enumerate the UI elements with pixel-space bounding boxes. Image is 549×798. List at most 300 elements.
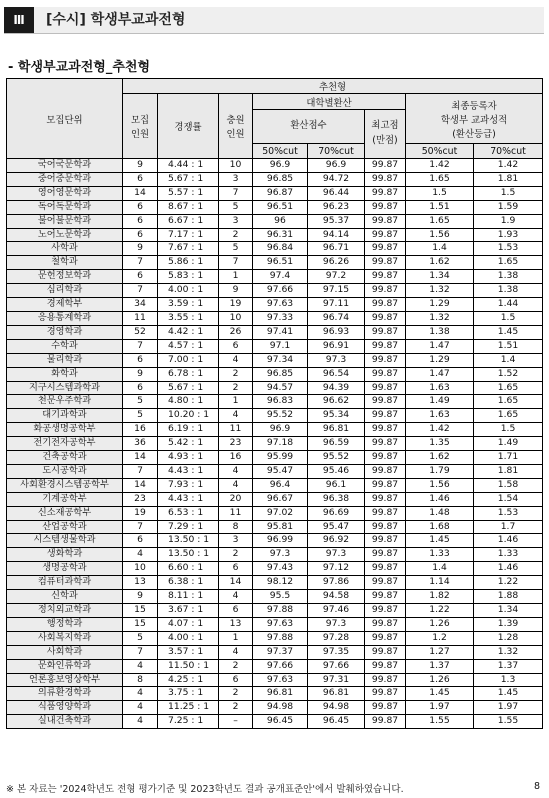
- table-row: [7, 478, 543, 492]
- grade-50cut: 1.56: [406, 228, 474, 242]
- score-70cut: 96.92: [308, 534, 365, 548]
- dept-name: 사회환경시스템공학부: [7, 478, 123, 492]
- header-college-conversion: 대학별환산: [253, 94, 406, 110]
- competition-rate: 4.43 : 1: [158, 492, 219, 506]
- table-row: [7, 381, 543, 395]
- max-score: 99.87: [365, 353, 406, 367]
- grade-50cut: 1.65: [406, 172, 474, 186]
- header-admission-type: 추천형: [123, 79, 543, 94]
- quota: 6: [123, 172, 158, 186]
- max-score: 99.87: [365, 159, 406, 173]
- table-row: [7, 270, 543, 284]
- table-row: [7, 576, 543, 590]
- extra-admits: 23: [219, 437, 253, 451]
- max-score: 99.87: [365, 478, 406, 492]
- table-row: [7, 200, 543, 214]
- table-row: [7, 562, 543, 576]
- table-row: [7, 214, 543, 228]
- dept-name: 심리학과: [7, 284, 123, 298]
- grade-70cut: 1.5: [474, 311, 543, 325]
- dept-name: 수학과: [7, 339, 123, 353]
- extra-admits: 9: [219, 284, 253, 298]
- max-score: 99.87: [365, 687, 406, 701]
- competition-rate: 7.00 : 1: [158, 353, 219, 367]
- header-final-grade: 최종등록자 학생부 교과성적 (환산등급): [406, 94, 543, 144]
- quota: 36: [123, 437, 158, 451]
- competition-rate: 5.86 : 1: [158, 256, 219, 270]
- max-score: 99.87: [365, 715, 406, 729]
- grade-50cut: 1.38: [406, 325, 474, 339]
- dept-name: 중어중문학과: [7, 172, 123, 186]
- score-70cut: 96.44: [308, 186, 365, 200]
- score-50cut: 97.66: [253, 659, 308, 673]
- quota: 5: [123, 395, 158, 409]
- dept-name: 신소재공학부: [7, 506, 123, 520]
- extra-admits: 1: [219, 631, 253, 645]
- score-70cut: 96.38: [308, 492, 365, 506]
- max-score: 99.87: [365, 228, 406, 242]
- score-50cut: 96: [253, 214, 308, 228]
- quota: 52: [123, 325, 158, 339]
- header-quota: 모집 인원: [123, 94, 158, 159]
- extra-admits: 11: [219, 506, 253, 520]
- dept-name: 응용통계학과: [7, 311, 123, 325]
- extra-admits: 4: [219, 464, 253, 478]
- competition-rate: 7.93 : 1: [158, 478, 219, 492]
- competition-rate: 4.80 : 1: [158, 395, 219, 409]
- table-row: [7, 311, 543, 325]
- score-50cut: 97.37: [253, 645, 308, 659]
- extra-admits: 2: [219, 381, 253, 395]
- dept-name: 신학과: [7, 590, 123, 604]
- extra-admits: –: [219, 715, 253, 729]
- grade-70cut: 1.97: [474, 701, 543, 715]
- grade-50cut: 1.4: [406, 242, 474, 256]
- grade-70cut: 1.37: [474, 659, 543, 673]
- quota: 7: [123, 256, 158, 270]
- dept-name: 언론홍보영상학부: [7, 673, 123, 687]
- grade-50cut: 1.26: [406, 673, 474, 687]
- extra-admits: 3: [219, 172, 253, 186]
- table-row: [7, 325, 543, 339]
- table-row: [7, 339, 543, 353]
- grade-70cut: 1.38: [474, 270, 543, 284]
- score-70cut: 97.46: [308, 604, 365, 618]
- score-70cut: 94.39: [308, 381, 365, 395]
- max-score: 99.87: [365, 423, 406, 437]
- grade-70cut: 1.5: [474, 423, 543, 437]
- competition-rate: 3.59 : 1: [158, 298, 219, 312]
- score-50cut: 95.81: [253, 520, 308, 534]
- score-70cut: 96.81: [308, 423, 365, 437]
- quota: 5: [123, 631, 158, 645]
- quota: 14: [123, 478, 158, 492]
- score-50cut: 95.47: [253, 464, 308, 478]
- max-score: 99.87: [365, 409, 406, 423]
- max-score: 99.87: [365, 270, 406, 284]
- competition-rate: 5.57 : 1: [158, 186, 219, 200]
- dept-name: 행정학과: [7, 617, 123, 631]
- quota: 6: [123, 381, 158, 395]
- dept-name: 철학과: [7, 256, 123, 270]
- grade-50cut: 1.65: [406, 214, 474, 228]
- score-70cut: 96.45: [308, 715, 365, 729]
- grade-70cut: 1.53: [474, 242, 543, 256]
- max-score: 99.87: [365, 506, 406, 520]
- score-70cut: 97.15: [308, 284, 365, 298]
- score-70cut: 97.28: [308, 631, 365, 645]
- quota: 13: [123, 576, 158, 590]
- competition-rate: 6.19 : 1: [158, 423, 219, 437]
- max-score: 99.87: [365, 311, 406, 325]
- competition-rate: 3.75 : 1: [158, 687, 219, 701]
- dept-name: 물리학과: [7, 353, 123, 367]
- score-70cut: 96.91: [308, 339, 365, 353]
- extra-admits: 8: [219, 520, 253, 534]
- table-row: [7, 548, 543, 562]
- score-70cut: 96.23: [308, 200, 365, 214]
- table-row: [7, 256, 543, 270]
- competition-rate: 6.67 : 1: [158, 214, 219, 228]
- competition-rate: 8.67 : 1: [158, 200, 219, 214]
- grade-70cut: 1.58: [474, 478, 543, 492]
- score-50cut: 96.84: [253, 242, 308, 256]
- score-50cut: 97.41: [253, 325, 308, 339]
- score-70cut: 97.3: [308, 353, 365, 367]
- quota: 11: [123, 311, 158, 325]
- score-70cut: 96.54: [308, 367, 365, 381]
- max-score: 99.87: [365, 576, 406, 590]
- max-score: 99.87: [365, 451, 406, 465]
- score-50cut: 96.87: [253, 186, 308, 200]
- score-50cut: 94.98: [253, 701, 308, 715]
- table-row: [7, 687, 543, 701]
- quota: 15: [123, 617, 158, 631]
- quota: 7: [123, 520, 158, 534]
- grade-50cut: 1.32: [406, 311, 474, 325]
- grade-50cut: 1.33: [406, 548, 474, 562]
- quota: 4: [123, 701, 158, 715]
- grade-70cut: 1.49: [474, 437, 543, 451]
- grade-70cut: 1.88: [474, 590, 543, 604]
- extra-admits: 11: [219, 423, 253, 437]
- score-50cut: 96.31: [253, 228, 308, 242]
- quota: 9: [123, 159, 158, 173]
- score-70cut: 97.35: [308, 645, 365, 659]
- score-50cut: 97.3: [253, 548, 308, 562]
- score-70cut: 96.26: [308, 256, 365, 270]
- grade-50cut: 1.29: [406, 353, 474, 367]
- extra-admits: 5: [219, 200, 253, 214]
- grade-70cut: 1.38: [474, 284, 543, 298]
- grade-70cut: 1.9: [474, 214, 543, 228]
- grade-50cut: 1.35: [406, 437, 474, 451]
- grade-70cut: 1.81: [474, 464, 543, 478]
- header-grade-70cut: 70%cut: [474, 144, 543, 159]
- score-70cut: 95.46: [308, 464, 365, 478]
- dept-name: 영어영문학과: [7, 186, 123, 200]
- page-number: 8: [534, 781, 541, 792]
- score-50cut: 97.63: [253, 617, 308, 631]
- table-row: [7, 242, 543, 256]
- grade-50cut: 1.56: [406, 478, 474, 492]
- max-score: 99.87: [365, 464, 406, 478]
- competition-rate: 7.17 : 1: [158, 228, 219, 242]
- grade-70cut: 1.45: [474, 325, 543, 339]
- score-50cut: 96.51: [253, 200, 308, 214]
- grade-50cut: 1.82: [406, 590, 474, 604]
- grade-50cut: 1.22: [406, 604, 474, 618]
- competition-rate: 3.67 : 1: [158, 604, 219, 618]
- score-50cut: 97.63: [253, 673, 308, 687]
- quota: 4: [123, 687, 158, 701]
- grade-70cut: 1.46: [474, 534, 543, 548]
- grade-50cut: 1.29: [406, 298, 474, 312]
- quota: 6: [123, 228, 158, 242]
- score-70cut: 96.69: [308, 506, 365, 520]
- score-70cut: 97.11: [308, 298, 365, 312]
- grade-50cut: 1.37: [406, 659, 474, 673]
- score-70cut: 95.47: [308, 520, 365, 534]
- quota: 23: [123, 492, 158, 506]
- competition-rate: 6.60 : 1: [158, 562, 219, 576]
- score-50cut: 95.52: [253, 409, 308, 423]
- grade-50cut: 1.46: [406, 492, 474, 506]
- table-row: [7, 715, 543, 729]
- max-score: 99.87: [365, 172, 406, 186]
- grade-70cut: 1.42: [474, 159, 543, 173]
- grade-70cut: 1.7: [474, 520, 543, 534]
- score-50cut: 96.85: [253, 367, 308, 381]
- quota: 7: [123, 339, 158, 353]
- score-70cut: 96.81: [308, 687, 365, 701]
- quota: 7: [123, 645, 158, 659]
- grade-70cut: 1.39: [474, 617, 543, 631]
- score-70cut: 97.12: [308, 562, 365, 576]
- dept-name: 사회학과: [7, 645, 123, 659]
- grade-70cut: 1.71: [474, 451, 543, 465]
- grade-50cut: 1.51: [406, 200, 474, 214]
- grade-50cut: 1.42: [406, 423, 474, 437]
- extra-admits: 1: [219, 270, 253, 284]
- quota: 10: [123, 562, 158, 576]
- max-score: 99.87: [365, 437, 406, 451]
- header-extra: 충원 인원: [219, 94, 253, 159]
- score-70cut: 95.37: [308, 214, 365, 228]
- section-title: [수시] 학생부교과전형: [46, 12, 186, 28]
- dept-name: 화공생명공학부: [7, 423, 123, 437]
- score-50cut: 94.57: [253, 381, 308, 395]
- dept-name: 화학과: [7, 367, 123, 381]
- extra-admits: 5: [219, 242, 253, 256]
- grade-50cut: 1.27: [406, 645, 474, 659]
- score-70cut: 96.1: [308, 478, 365, 492]
- extra-admits: 6: [219, 604, 253, 618]
- score-70cut: 94.98: [308, 701, 365, 715]
- quota: 4: [123, 715, 158, 729]
- table-row: [7, 172, 543, 186]
- grade-50cut: 1.5: [406, 186, 474, 200]
- grade-50cut: 1.14: [406, 576, 474, 590]
- table-row: [7, 659, 543, 673]
- grade-70cut: 1.45: [474, 687, 543, 701]
- competition-rate: 7.25 : 1: [158, 715, 219, 729]
- grade-70cut: 1.51: [474, 339, 543, 353]
- dept-name: 사학과: [7, 242, 123, 256]
- dept-name: 대기과학과: [7, 409, 123, 423]
- competition-rate: 3.57 : 1: [158, 645, 219, 659]
- competition-rate: 4.07 : 1: [158, 617, 219, 631]
- grade-50cut: 1.47: [406, 367, 474, 381]
- score-50cut: 96.4: [253, 478, 308, 492]
- dept-name: 불어불문학과: [7, 214, 123, 228]
- score-70cut: 97.31: [308, 673, 365, 687]
- quota: 34: [123, 298, 158, 312]
- grade-70cut: 1.46: [474, 562, 543, 576]
- quota: 14: [123, 451, 158, 465]
- competition-rate: 13.50 : 1: [158, 548, 219, 562]
- max-score: 99.87: [365, 256, 406, 270]
- header-score-70cut: 70%cut: [308, 144, 365, 159]
- grade-70cut: 1.5: [474, 186, 543, 200]
- max-score: 99.87: [365, 381, 406, 395]
- grade-70cut: 1.55: [474, 715, 543, 729]
- dept-name: 컴퓨터과학과: [7, 576, 123, 590]
- extra-admits: 14: [219, 576, 253, 590]
- score-50cut: 97.33: [253, 311, 308, 325]
- max-score: 99.87: [365, 242, 406, 256]
- competition-rate: 4.00 : 1: [158, 631, 219, 645]
- dept-name: 문화인류학과: [7, 659, 123, 673]
- grade-50cut: 1.47: [406, 339, 474, 353]
- extra-admits: 1: [219, 395, 253, 409]
- competition-rate: 7.67 : 1: [158, 242, 219, 256]
- extra-admits: 13: [219, 617, 253, 631]
- competition-rate: 5.67 : 1: [158, 172, 219, 186]
- header-rate: 경쟁률: [158, 94, 219, 159]
- competition-rate: 4.42 : 1: [158, 325, 219, 339]
- score-50cut: 96.83: [253, 395, 308, 409]
- table-row: [7, 617, 543, 631]
- grade-50cut: 1.62: [406, 451, 474, 465]
- score-50cut: 98.12: [253, 576, 308, 590]
- table-row: [7, 590, 543, 604]
- quota: 9: [123, 590, 158, 604]
- table-row: [7, 645, 543, 659]
- page-subtitle: - 학생부교과전형_추천형: [8, 60, 151, 75]
- max-score: 99.87: [365, 534, 406, 548]
- max-score: 99.87: [365, 395, 406, 409]
- grade-50cut: 1.79: [406, 464, 474, 478]
- score-50cut: 97.63: [253, 298, 308, 312]
- max-score: 99.87: [365, 701, 406, 715]
- table-row: [7, 437, 543, 451]
- score-50cut: 97.66: [253, 284, 308, 298]
- grade-70cut: 1.22: [474, 576, 543, 590]
- score-50cut: 97.1: [253, 339, 308, 353]
- grade-70cut: 1.65: [474, 409, 543, 423]
- max-score: 99.87: [365, 617, 406, 631]
- grade-70cut: 1.32: [474, 645, 543, 659]
- grade-50cut: 1.63: [406, 409, 474, 423]
- max-score: 99.87: [365, 492, 406, 506]
- quota: 6: [123, 214, 158, 228]
- extra-admits: 20: [219, 492, 253, 506]
- score-50cut: 96.9: [253, 423, 308, 437]
- grade-50cut: 1.45: [406, 534, 474, 548]
- grade-70cut: 1.59: [474, 200, 543, 214]
- dept-name: 사회복지학과: [7, 631, 123, 645]
- score-50cut: 97.18: [253, 437, 308, 451]
- extra-admits: 4: [219, 478, 253, 492]
- dept-name: 국어국문학과: [7, 159, 123, 173]
- table-row: [7, 492, 543, 506]
- table-row: [7, 367, 543, 381]
- header-converted-score: 환산점수: [253, 110, 365, 144]
- score-50cut: 96.99: [253, 534, 308, 548]
- max-score: 99.87: [365, 214, 406, 228]
- max-score: 99.87: [365, 590, 406, 604]
- score-70cut: 96.71: [308, 242, 365, 256]
- grade-70cut: 1.54: [474, 492, 543, 506]
- competition-rate: 6.53 : 1: [158, 506, 219, 520]
- table-row: [7, 159, 543, 173]
- score-50cut: 96.9: [253, 159, 308, 173]
- competition-rate: 6.78 : 1: [158, 367, 219, 381]
- grade-50cut: 1.97: [406, 701, 474, 715]
- quota: 6: [123, 270, 158, 284]
- grade-50cut: 1.62: [406, 256, 474, 270]
- score-70cut: 94.14: [308, 228, 365, 242]
- competition-rate: 3.55 : 1: [158, 311, 219, 325]
- competition-rate: 4.25 : 1: [158, 673, 219, 687]
- table-row: [7, 673, 543, 687]
- extra-admits: 2: [219, 659, 253, 673]
- extra-admits: 7: [219, 256, 253, 270]
- extra-admits: 2: [219, 687, 253, 701]
- header-grade-50cut: 50%cut: [406, 144, 474, 159]
- max-score: 99.87: [365, 186, 406, 200]
- dept-name: 실내건축학과: [7, 715, 123, 729]
- max-score: 99.87: [365, 659, 406, 673]
- quota: 7: [123, 284, 158, 298]
- grade-70cut: 1.34: [474, 604, 543, 618]
- grade-70cut: 1.81: [474, 172, 543, 186]
- table-row: [7, 228, 543, 242]
- dept-name: 시스템생물학과: [7, 534, 123, 548]
- extra-admits: 10: [219, 159, 253, 173]
- competition-rate: 11.50 : 1: [158, 659, 219, 673]
- competition-rate: 4.44 : 1: [158, 159, 219, 173]
- max-score: 99.87: [365, 339, 406, 353]
- grade-70cut: 1.3: [474, 673, 543, 687]
- grade-50cut: 1.48: [406, 506, 474, 520]
- score-70cut: 97.86: [308, 576, 365, 590]
- table-row: [7, 464, 543, 478]
- table-row: [7, 284, 543, 298]
- table-row: [7, 506, 543, 520]
- competition-rate: 11.25 : 1: [158, 701, 219, 715]
- extra-admits: 3: [219, 214, 253, 228]
- extra-admits: 7: [219, 186, 253, 200]
- header-unit: 모집단위: [7, 79, 123, 159]
- extra-admits: 2: [219, 548, 253, 562]
- grade-70cut: 1.28: [474, 631, 543, 645]
- max-score: 99.87: [365, 645, 406, 659]
- table-row: [7, 534, 543, 548]
- dept-name: 지구시스템과학과: [7, 381, 123, 395]
- competition-rate: 13.50 : 1: [158, 534, 219, 548]
